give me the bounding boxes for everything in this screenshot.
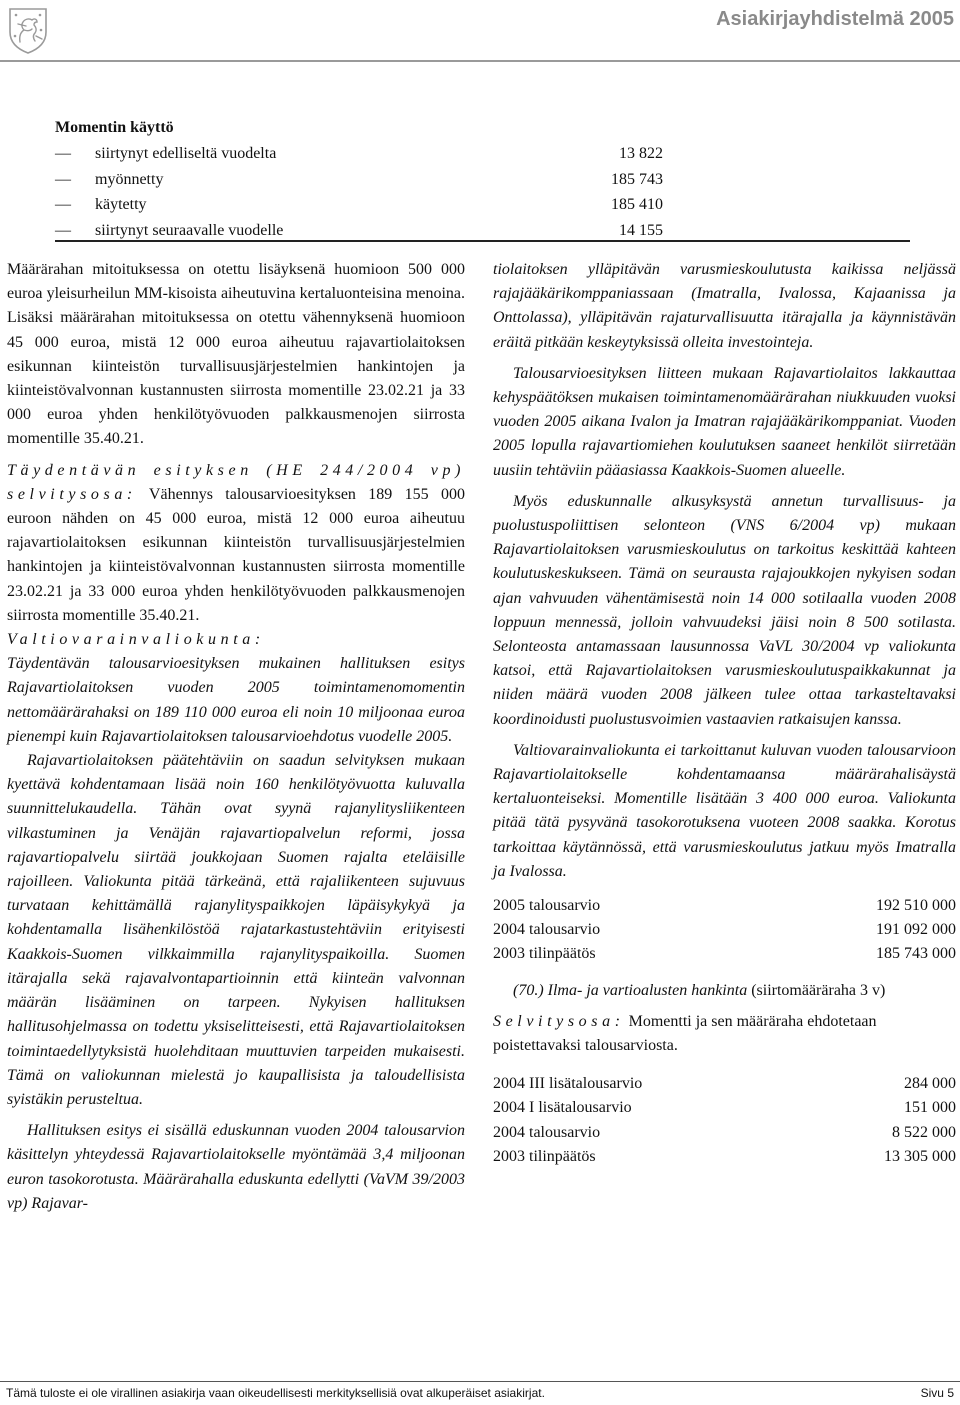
table-row [493,918,956,942]
budget-label: 2003 tilinpäätös [493,1147,596,1165]
budget-value: 151 000 [904,1099,956,1117]
paragraph: Täydentävän talousarvioesityksen mukainen hallituksen esitys Rajavartiolaitoksen vuoden 2005 toimintamenomomentin nettomäärärahaksi on 189 110 000 euroa eli noin 10 miljoonaa euroa pienempi kuin Rajavartiolaitoksen talousarvioehdotus vuodelle 2005. [7,655,465,745]
item-title [493,979,956,1003]
usage-row [55,141,910,167]
explanation-paragraph [493,1010,956,1058]
dash: — [55,196,71,213]
dash: — [55,221,71,239]
budget-label: 2004 III lisätalousarvio [493,1075,643,1093]
table-row [493,894,956,918]
table-row [493,1096,956,1120]
paragraph: tiolaitoksen ylläpitävän varusmieskoulutusta kaikissa neljässä rajajääkärikomppaniassaan (Imatralla, Ivalossa, Kajaanissa ja Onttolassa), ylläpitävän rajaturvallisuutta itärajalla ja käynnistävän eräitä pitkään keskeytyksissä olleita investointeja. [493,261,956,351]
header-divider [0,60,960,62]
section-label: Selvitysosa: [493,1012,625,1030]
supplementary-proposal-paragraph [7,459,465,628]
paragraph-text: Momentti ja sen määräraha ehdotetaan poistettavaksi talousarviosta. [493,1012,877,1055]
left-column [7,258,465,1216]
usage-value: 185 743 [611,170,663,188]
usage-value: 185 410 [611,196,663,213]
page-title: Asiakirjayhdistelmä 2005 [716,8,954,30]
lion-crest-icon [6,6,50,54]
table-row [493,1121,956,1145]
table-row [493,1145,956,1169]
item-title-italic: (70.) Ilma- ja vartioalusten hankinta [513,981,748,999]
budget-value: 191 092 000 [876,921,956,939]
usage-row [55,167,910,193]
budget-value: 185 743 000 [876,945,956,963]
budget-label: 2004 I lisätalousarvio [493,1099,632,1117]
usage-value: 13 822 [619,145,663,162]
section-label: Täydentävän esityksen (HE 244/2004 vp) selvitysosa: [7,461,465,503]
page-number: Sivu 5 [920,1386,954,1400]
usage-label: käytetty [95,196,147,213]
budget-value: 284 000 [904,1075,956,1093]
usage-label: siirtynyt seuraavalle vuodelle [95,221,284,239]
budget-label: 2004 talousarvio [493,1123,601,1141]
paragraph: Määrärahan mitoituksessa on otettu lisäyksenä huomioon 500 000 euroa yleisurheilun MM-kisoista aiheutuvina kertaluonteisina menoina. Lisäksi määrärahan mitoituksessa on otettu vähennyksenä huomioon 45 000 euroa, mistä 12 000 euroa aiheutuu rajavartiolaitoksen esikunnan kiinteistön turvallisuusjärjestelmien hankintojen ja kiinteistövalvonnan kustannusten siirrosta momentille 23.02.21 ja 33 000 euroa yhden henkilötyövuoden palkkausmenojen siirrosta momentille 35.40.21. [7,261,465,448]
paragraph: Myös eduskunnalle alkusyksystä annetun turvallisuus- ja puolustuspoliittisen selonteon (VNS 6/2004 vp) mukaan Rajavartiolaitoksen varusmieskoulutus on tarkoitus keskittää kahteen koulutuskeskukseen. Tämä on seurausta rajajoukkojen nykyisen sodan ajan vahvuuden vähentämisestä noin 14 000 sotilaalla vuoden 2008 loppuun mennessä, jolloin vahvuudeksi jäisi noin 8 500 sotilasta. Selonteosta antamassaan lausunnossa VaVL 30/2004 vp valiokunta katsoi, että Rajavartiolaitoksen varusmieskoulutuspaikkakunnat ja niiden määrä vuoden 2008 jälkeen tulee ottaa tarkasteltavaksi koordinoidusti puolustusvoimien vastaavien ratkaisujen kanssa. [493,492,956,728]
budget-table [493,894,956,967]
budget-value: 8 522 000 [892,1123,956,1141]
budget-label: 2005 talousarvio [493,897,601,915]
appropriation-usage-table [55,115,910,243]
usage-heading: Momentin käyttö [55,119,174,136]
page-header [0,0,960,62]
budget-value: 192 510 000 [876,897,956,915]
item-title-rest: (siirtomääräraha 3 v) [747,981,886,999]
committee-label: Valtiovarainvaliokunta: [7,631,265,649]
disclaimer-text: Tämä tuloste ei ole virallinen asiakirja vaan oikeudellisesti merkityksellisiä ovat alkuperäiset asiakirjat. [6,1386,545,1400]
right-column [493,258,956,1169]
paragraph: Valtiovarainvaliokunta ei tarkoittanut kuluvan vuoden talousarvioon Rajavartiolaitokselle kohdentamaansa määrärahalisäystä kertaluonteiseksi. Momentille lisätään 3 400 000 euroa. Valiokunta pitää tätä pysyvänä tasokorotuksena vuoteen 2008 saakka. Korotus tarkoittaa käytännössä, että varusmieskoulutus jatkuu myös Imatralla ja Ivalossa. [493,741,956,880]
paragraph: Rajavartiolaitoksen päätehtäviin on saadun selvityksen mukaan kyettävä kohdentamaan lisää noin 160 henkilötyövuotta kuluvalla suunnittelukaudella. Tähän ovat syynä rajanylitysliikenteen vilkastuminen ja Venäjän rajavartiopalvelun reformi, jossa rajavartiopalvelu siirtää joukkojaan Suomen rajalta eteläisille rajoilleen. Valiokunta pitää tärkeänä, että rajaliikenteen sujuvuus turvataan kehittämällä rajanylityspaikkojen läpäisykykyä ja kohdentamalla lisähenkilöstöä rajatarkastustehtäviin erityisesti Kaakkois-Suomen vilkkaimmilla rajanylityspaikoilla. Suomen itärajalla sekä rajavalvontapartioinnin että kiinteän valvonnan määrän lisääminen on tarpeen. Nykyisen hallituksen hallitusohjelmassa on todettu yksiselitteisesti, että Rajavartiolaitoksen toimintaedellytyksistä huolehditaan muuttuvien tarpeiden mukaisesti. Tämä on valiokunnan mielestä jo kaupallisista ja taloudellisista syistäkin perusteltua. [7,752,465,1108]
dash: — [55,170,71,188]
budget-table [493,1072,956,1169]
usage-label: myönnetty [95,170,164,188]
table-row [493,1072,956,1096]
page-footer [0,1379,960,1405]
table-row [493,942,956,966]
usage-label: siirtynyt edelliseltä vuodelta [95,145,277,162]
budget-label: 2003 tilinpäätös [493,945,596,963]
usage-value: 14 155 [619,221,663,239]
paragraph-text: Vähennys talousarvioesityksen 189 155 000 euroon nähden on 45 000 euroa, mistä 12 000 euroa aiheutuu rajavartiolaitoksen esikunnan kiinteistön turvallisuusjärjestelmien hankintojen ja kiinteistövalvonnan kustannusten siirrosta momentille 23.02.21 ja 33 000 euroa yhden henkilötyövuoden palkkausmenojen siirrosta momentille 35.40.21. [7,485,465,624]
paragraph: Hallituksen esitys ei sisällä eduskunnan vuoden 2004 talousarvion käsittelyn yhteydessä Rajavartiolaitokselle myöntämää 3,4 miljoonan euron tasokorotusta. Määrärahalla eduskunta edellytti (VaVM 39/2003 vp) Rajavar- [7,1122,465,1212]
usage-divider [55,240,910,242]
budget-label: 2004 talousarvio [493,921,601,939]
usage-row [55,192,910,218]
budget-value: 13 305 000 [884,1147,956,1165]
dash: — [55,145,71,162]
paragraph: Talousarvioesityksen liitteen mukaan Rajavartiolaitos lakkauttaa kehyspäätöksen mukaisen toimintamenomäärärahan niukkuuden vuoksi vuoden 2005 aikana Ivalon ja Imatran rajajääkärikomppaniat. Vuoden 2005 lopulla rajavartiomiehen koulutuksen saaneet henkilöt siirretään uusiin tehtäviin pääasiassa Kaakkois-Suomen alueelle. [493,364,956,479]
footer-divider [0,1381,960,1382]
